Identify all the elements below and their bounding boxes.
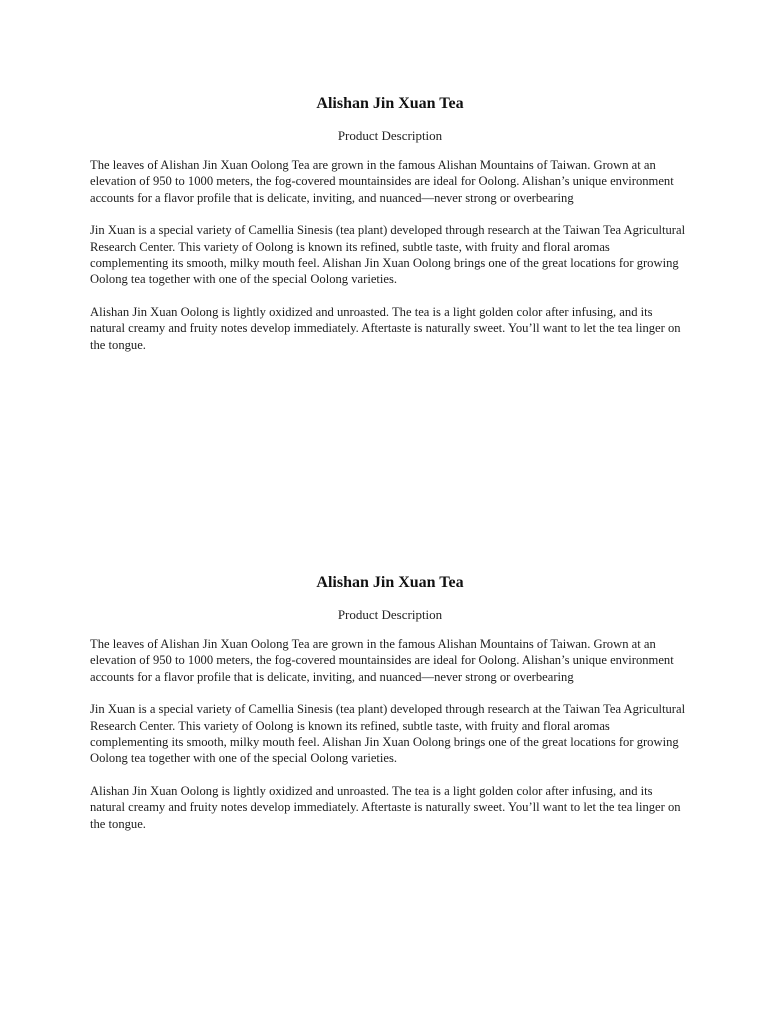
document-title: Alishan Jin Xuan Tea bbox=[316, 574, 464, 591]
paragraph-3: Alishan Jin Xuan Oolong is lightly oxidized and unroasted. The tea is a light golden color after infusing, and its natural creamy and fruity notes develop immediately. Aftertaste is naturally sweet. You’ll want to let the tea linger on the tongue. bbox=[90, 783, 681, 831]
paragraph-2: Jin Xuan is a special variety of Camellia Sinesis (tea plant) developed through research at the Taiwan Tea Agricultural Research Center. This variety of Oolong is known its refined, subtle taste, with fruity and floral aromas complementing its smooth, milky mouth feel. Alishan Jin Xuan Oolong brings one of the great locations for growing Oolong tea together with one of the special Oolong varieties. bbox=[90, 223, 686, 287]
document-subtitle: Product Description bbox=[337, 128, 443, 143]
paragraph-2: Jin Xuan is a special variety of Camellia Sinesis (tea plant) developed through research at the Taiwan Tea Agricultural Research Center. This variety of Oolong is known its refined, subtle taste, with fruity and floral aromas complementing its smooth, milky mouth feel. Alishan Jin Xuan Oolong brings one of the great locations for growing Oolong tea together with one of the special Oolong varieties. bbox=[90, 702, 686, 766]
document-title: Alishan Jin Xuan Tea bbox=[316, 95, 464, 112]
document-subtitle: Product Description bbox=[337, 607, 443, 622]
paragraph-1: The leaves of Alishan Jin Xuan Oolong Tea are grown in the famous Alishan Mountains of Taiwan. Grown at an elevation of 950 to 1000 meters, the fog-covered mountainsides are ideal for Oolong. Alishan’s unique environment accounts for a flavor profile that is delicate, inviting, and nuanced—never strong or overbearing bbox=[90, 158, 674, 205]
paragraph-3: Alishan Jin Xuan Oolong is lightly oxidized and unroasted. The tea is a light golden color after infusing, and its natural creamy and fruity notes develop immediately. Aftertaste is naturally sweet. You’ll want to let the tea linger on the tongue. bbox=[90, 304, 681, 352]
document-section-2 bbox=[90, 573, 690, 848]
paragraph-1: The leaves of Alishan Jin Xuan Oolong Tea are grown in the famous Alishan Mountains of Taiwan. Grown at an elevation of 950 to 1000 meters, the fog-covered mountainsides are ideal for Oolong. Alishan’s unique environment accounts for a flavor profile that is delicate, inviting, and nuanced—never strong or overbearing bbox=[90, 637, 674, 684]
document-section-1 bbox=[90, 94, 690, 369]
